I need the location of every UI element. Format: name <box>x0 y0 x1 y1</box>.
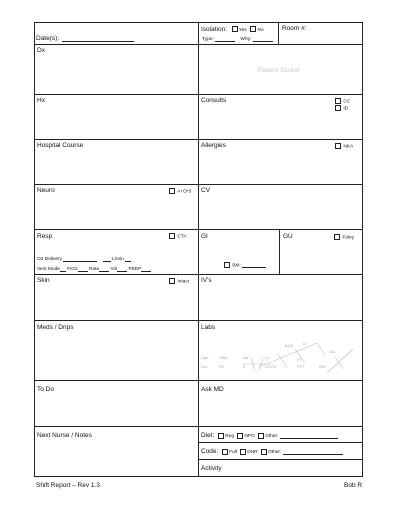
lab-wbc: WBC <box>219 355 229 360</box>
cta-label: CTA <box>177 234 187 240</box>
code-row <box>201 448 343 455</box>
aox3-option <box>169 188 191 194</box>
ask-md-cell[interactable] <box>199 381 362 427</box>
gi-label: GI <box>201 233 208 240</box>
isolation-no-checkbox[interactable] <box>250 26 256 32</box>
full-label: Full <box>229 450 237 455</box>
patient-sticker-label: Patient Sticker <box>258 67 300 74</box>
footer-author: Bob R <box>344 482 363 489</box>
id-option <box>335 105 348 111</box>
lmin-label: L/min <box>112 257 124 262</box>
code-label: Code: <box>201 448 219 455</box>
bm-label: BM: <box>232 263 241 269</box>
dates-field[interactable] <box>62 41 134 42</box>
code-other-checkbox[interactable] <box>261 449 267 455</box>
lab-bun: BUN <box>285 343 294 348</box>
bm-field[interactable] <box>242 267 266 268</box>
peep-field[interactable] <box>141 271 151 272</box>
hospital-course-label: Hospital Course <box>37 142 84 149</box>
cc-label: CC <box>343 99 351 105</box>
o2-delivery-row <box>37 257 131 262</box>
labs-cell[interactable] <box>199 321 362 381</box>
diet-other-label: Other: <box>265 434 279 439</box>
ivs-cell[interactable] <box>199 275 362 321</box>
dates-cell <box>35 23 199 45</box>
aox3-label: A+O*3 <box>177 189 192 195</box>
lab-inr: INR <box>319 364 326 369</box>
yes-label: Yes <box>238 28 247 33</box>
lab-hgb: Hgb <box>201 355 209 360</box>
id-label: ID <box>343 106 349 112</box>
id-checkbox[interactable] <box>335 105 341 111</box>
lmin-field-2[interactable] <box>125 261 131 262</box>
peep-label: PEEP <box>128 267 142 272</box>
meds-drips-label: Meds / Drips <box>37 324 74 331</box>
gu-cell[interactable] <box>280 230 362 275</box>
footer-revision: Shift Report – Rev 1.3 <box>36 482 100 489</box>
o2-delivery-label: O2 Delivery <box>37 257 63 262</box>
isolation-yes-checkbox[interactable] <box>232 26 238 32</box>
lab-glu: Glu <box>329 349 336 354</box>
meds-drips-cell[interactable] <box>35 321 199 381</box>
cc-option <box>335 98 350 104</box>
cta-option <box>169 233 187 239</box>
diet-other-field[interactable] <box>280 438 338 439</box>
consults-label: Consults <box>201 97 227 104</box>
vol-field[interactable] <box>117 271 127 272</box>
aox3-checkbox[interactable] <box>169 188 175 194</box>
ivs-label: IV's <box>201 277 212 284</box>
skin-label: Skin <box>37 277 50 284</box>
vol-label: Vol <box>110 267 118 272</box>
lab-hct: Hct <box>201 364 207 369</box>
reg-label: Reg <box>225 434 234 439</box>
cc-checkbox[interactable] <box>335 98 341 104</box>
room-cell <box>279 23 362 45</box>
lab-pt: PT <box>297 357 303 362</box>
lab-cl: Cl <box>265 355 269 360</box>
nka-option <box>335 143 353 149</box>
gu-label: GU <box>283 233 293 240</box>
isolation-type-row <box>202 37 273 42</box>
lab-k: K <box>243 364 246 369</box>
to-do-label: To Do <box>37 386 54 393</box>
lab-na: Na <box>243 355 249 360</box>
dnr-checkbox[interactable] <box>240 449 246 455</box>
bm-checkbox[interactable] <box>224 262 230 268</box>
dx-cell[interactable] <box>35 45 199 95</box>
labs-skeleton-diagram <box>199 321 359 379</box>
lab-plt: Plt <box>219 364 224 369</box>
cta-checkbox[interactable] <box>169 233 175 239</box>
ask-md-label: Ask MD <box>201 386 224 393</box>
nka-label: NKA <box>343 144 354 150</box>
why-label: Why: <box>240 37 252 42</box>
intact-checkbox[interactable] <box>169 278 175 284</box>
next-nurse-cell[interactable] <box>35 427 199 476</box>
npo-checkbox[interactable] <box>237 433 243 439</box>
vent-row <box>37 267 151 272</box>
type-label: Type: <box>202 37 214 42</box>
fio2-field[interactable] <box>78 271 88 272</box>
lab-ptt: PTT <box>297 364 305 369</box>
hx-cell[interactable] <box>35 95 199 140</box>
fio2-label: FiO2 <box>67 267 78 272</box>
foley-option <box>334 234 354 240</box>
lab-hco3: HCO3 <box>265 364 277 369</box>
diet-label: Diet: <box>201 432 215 439</box>
allergies-cell[interactable] <box>199 140 362 185</box>
next-nurse-label: Next Nurse / Notes <box>37 432 92 439</box>
dnr-label: DNR <box>247 450 258 455</box>
bm-row <box>224 262 266 268</box>
allergies-label: Allergies <box>201 142 226 149</box>
intact-label: Intact <box>177 279 190 285</box>
consults-cell[interactable] <box>199 95 362 140</box>
cv-label: CV <box>201 187 211 194</box>
nka-checkbox[interactable] <box>335 143 341 149</box>
foley-label: Foley <box>342 235 355 241</box>
patient-sticker-cell <box>199 45 362 95</box>
room-label: Room #: <box>282 25 307 32</box>
why-field[interactable] <box>253 41 273 42</box>
o2-delivery-field[interactable] <box>63 261 97 262</box>
isolation-row <box>201 26 264 33</box>
lmin-field[interactable] <box>103 261 111 262</box>
vent-mode-label: Vent Mode <box>37 267 60 272</box>
skin-cell[interactable] <box>35 275 199 321</box>
rate-field[interactable] <box>99 271 109 272</box>
dx-label: Dx <box>37 47 45 54</box>
type-field[interactable] <box>215 41 235 42</box>
npo-label: NPO <box>244 434 255 439</box>
report-form <box>34 22 363 477</box>
activity-label: Activity <box>201 465 222 472</box>
activity-cell[interactable] <box>199 460 362 476</box>
labs-label: Labs <box>201 324 216 331</box>
isolation-cell <box>199 23 279 45</box>
code-other-label: Other: <box>268 450 282 455</box>
code-other-field[interactable] <box>283 454 343 455</box>
neuro-cell[interactable] <box>35 185 199 230</box>
hx-label: Hx <box>37 97 45 104</box>
no-label: No <box>257 28 264 33</box>
resp-label: Resp <box>37 233 53 240</box>
code-cell <box>199 443 362 460</box>
to-do-cell[interactable] <box>35 381 199 427</box>
diet-row <box>201 432 338 439</box>
reg-checkbox[interactable] <box>218 433 224 439</box>
foley-checkbox[interactable] <box>334 234 340 240</box>
full-checkbox[interactable] <box>222 449 228 455</box>
diet-other-checkbox[interactable] <box>258 433 264 439</box>
hospital-course-cell[interactable] <box>35 140 199 185</box>
cv-cell[interactable] <box>199 185 362 230</box>
intact-option <box>169 278 189 284</box>
resp-cell[interactable] <box>35 230 199 275</box>
neuro-label: Neuro <box>37 187 55 194</box>
rate-label: Rate <box>89 267 100 272</box>
diet-cell <box>199 427 362 443</box>
lab-cr: Cr <box>303 341 308 346</box>
vent-mode-field[interactable] <box>60 271 66 272</box>
gi-cell[interactable] <box>199 230 280 275</box>
dates-label: Date(s): <box>36 35 60 42</box>
isolation-label: Isolation: <box>201 26 228 33</box>
